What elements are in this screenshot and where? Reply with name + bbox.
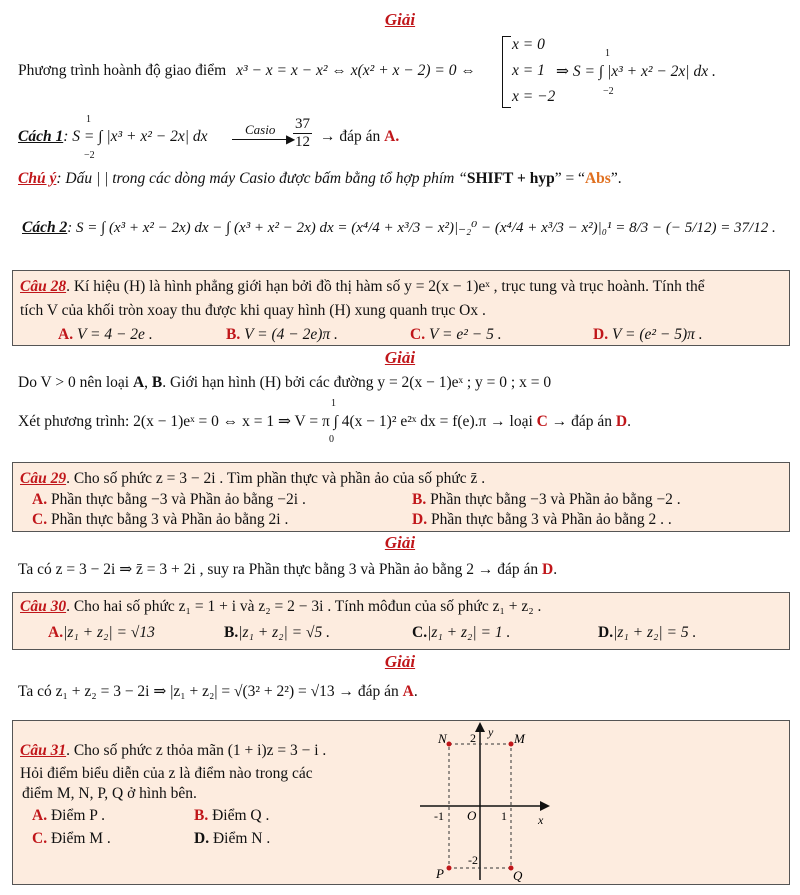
q31-option-a-val: Điểm P . [47, 807, 106, 824]
cach1-expr: : S = ∫ |x³ + x² − 2x| dx [63, 128, 208, 145]
q28-sol2d: D [615, 413, 628, 430]
q30-option-d-val: |z₁ + z₂| = 5 . [613, 624, 697, 641]
note-text3: ”. [610, 170, 622, 187]
q28-option-d[interactable] [593, 326, 703, 344]
intro-line [18, 62, 476, 80]
cach1-tail [320, 128, 399, 146]
casio-label: Casio [245, 122, 276, 137]
q29-option-a[interactable] [32, 491, 306, 509]
note-label: Chú ý [18, 170, 57, 187]
q29-option-c[interactable] [32, 511, 288, 529]
q30-option-c-val: |z₁ + z₂| = 1 . [427, 624, 511, 641]
cach1-answer: A. [384, 128, 400, 145]
q29-option-d-key: D. [412, 511, 428, 528]
q28-sol2c: → đáp án [547, 413, 616, 430]
label-m: M [514, 731, 525, 746]
q30-option-b-key: B. [224, 624, 239, 641]
q29-text: . Cho số phức z = 3 − 2i . Tìm phần thực và phần ảo của số phức z̄ . [66, 470, 486, 487]
label-n: N [438, 731, 447, 746]
q28-sol1d: B [151, 374, 163, 391]
label-x: x [538, 813, 544, 827]
q30-option-a-val: |z₁ + z₂| = √13 [63, 624, 155, 641]
note-abs: Abs [584, 170, 611, 187]
note-text1: : Dấu | | trong các dòng máy Casio được bấm bằng tổ hợp phím “ [56, 170, 467, 187]
y-axis-arrow [475, 722, 485, 732]
case-bracket [502, 36, 511, 108]
q29-sola: Ta có z = 3 − 2i ⇒ z̄ = 3 + 2i , suy ra Phần thực bằng 3 và Phần ảo bằng 2 → đáp án [18, 561, 543, 578]
q31-option-c-val: Điểm M . [47, 830, 111, 847]
q28-sol1b: A [132, 374, 145, 391]
coordinate-graph [412, 722, 562, 884]
case-1: x = 0 [512, 36, 545, 53]
cach1-lower: −2 [84, 150, 95, 161]
q28-sol1e: . Giới hạn hình (H) bởi các đường y = 2(x − 1)eˣ ; y = 0 ; x = 0 [162, 374, 552, 391]
label-p: P [436, 866, 444, 881]
cach2-line [22, 218, 776, 237]
q31-option-a[interactable] [32, 807, 105, 825]
q28-option-d-val: V = (e² − 5)π . [611, 326, 703, 343]
q31-option-d[interactable] [194, 830, 270, 848]
label-y: y [488, 725, 494, 739]
q28-sol1a: Do V > 0 nên loại [18, 374, 133, 391]
solution-title-3: Giải [384, 533, 416, 552]
cach2-expr: : S = ∫ (x³ + x² − 2x) dx − ∫ (x³ + x² − 2x) dx = (x⁴/4 + x³/3 − x²)|₋₂⁰ − (x⁴/4 + x³/3 − x²)|₀¹ = 8/3 − (− 5/12) = 37/12 . [67, 220, 776, 236]
label-origin: O [467, 808, 477, 823]
q29-option-d[interactable] [412, 511, 672, 529]
q31-option-c-key: C. [32, 830, 48, 847]
cach1-tail-text: → đáp án [320, 128, 381, 145]
tick-2: 2 [470, 731, 476, 745]
q31-option-d-key: D. [194, 830, 210, 847]
solution-title-2: Giải [384, 348, 416, 367]
note-text2: ” = “ [554, 170, 585, 187]
q29-option-c-val: Phần thực bằng 3 và Phần ảo bằng 2i . [47, 511, 289, 528]
area-formula: ⇒ S = ∫ |x³ + x² − 2x| dx . [556, 63, 716, 80]
q29-label: Câu 29 [20, 470, 67, 487]
point-n [447, 742, 452, 747]
case-3: x = −2 [512, 88, 556, 105]
q30-sola: Ta có z₁ + z₂ = 3 − 2i ⇒ |z₁ + z₂| = √(3² + 2²) = √13 → đáp án [18, 683, 403, 700]
q28-option-c[interactable] [410, 326, 502, 344]
q30-option-c[interactable] [412, 624, 510, 642]
q28-sol2 [18, 412, 631, 431]
x-axis-arrow [540, 801, 550, 811]
q29-option-d-val: Phần thực bằng 3 và Phần ảo bằng 2 . . [427, 511, 672, 528]
q29-solc: . [553, 561, 558, 578]
q28-text1: . Kí hiệu (H) là hình phẳng giới hạn bởi đồ thị hàm số y = 2(x − 1)eˣ , trục tung và trục hoành. Tính thể [66, 278, 705, 295]
q28-option-a[interactable] [58, 326, 153, 344]
q28-int-lower: 0 [329, 434, 334, 445]
point-m [509, 742, 514, 747]
q28-sol1 [18, 374, 551, 392]
q30-text: . Cho hai số phức z₁ = 1 + i và z₂ = 2 − 3i . Tính môđun của số phức z₁ + z₂ . [66, 598, 542, 615]
casio-arrow-line [232, 139, 290, 140]
tick-1: 1 [501, 809, 507, 823]
q29-sol [18, 560, 557, 579]
cach1-upper: 1 [86, 114, 91, 125]
q28-sol1c: , [144, 374, 152, 391]
integral-upper: 1 [605, 48, 610, 59]
note-line [18, 170, 622, 188]
cach1-label: Cách 1 [18, 128, 64, 145]
q28-line1 [20, 278, 705, 296]
q29-option-a-val: Phần thực bằng −3 và Phần ảo bằng −2i . [47, 491, 306, 508]
q30-option-d-key: D. [598, 624, 614, 641]
q31-option-c[interactable] [32, 830, 111, 848]
q28-option-c-val: V = e² − 5 . [428, 326, 502, 343]
q29-option-b-key: B. [412, 491, 427, 508]
q30-option-d[interactable] [598, 624, 696, 642]
casio-arrow-head: ▶ [286, 132, 296, 146]
q29-solb: D [542, 561, 554, 578]
q30-option-b-val: |z₁ + z₂| = √5 . [238, 624, 331, 641]
q28-option-a-val: V = 4 − 2e . [76, 326, 153, 343]
q28-option-b-key: B. [226, 326, 241, 343]
point-p [447, 866, 452, 871]
q28-sol2b: C [536, 413, 548, 430]
cach1-num: 37 [295, 116, 310, 132]
q30-solb: A [402, 683, 414, 700]
q30-option-b[interactable] [224, 624, 330, 642]
solution-title-4: Giải [384, 652, 416, 671]
case-2: x = 1 [512, 62, 545, 79]
q30-option-a[interactable] [48, 624, 155, 642]
q31-text1: . Cho số phức z thỏa mãn (1 + i)z = 3 − i . [66, 742, 327, 759]
tick-minus-1: -1 [434, 809, 444, 823]
q28-sol2e: . [627, 413, 631, 430]
cach1-line [18, 128, 207, 146]
q31-option-b-val: Điểm Q . [208, 807, 270, 824]
q29-option-c-key: C. [32, 511, 48, 528]
q30-sol [18, 682, 418, 701]
q31-text3: điểm M, N, P, Q ở hình bên. [22, 785, 197, 802]
q31-option-a-key: A. [32, 807, 48, 824]
q31-text2: Hỏi điểm biểu diễn của z là điểm nào trong các [20, 765, 313, 782]
tick-minus-2: -2 [468, 853, 478, 867]
q30-line1 [20, 598, 541, 616]
note-key: SHIFT + hyp [466, 170, 555, 187]
q29-line1 [20, 470, 485, 488]
q29-option-a-key: A. [32, 491, 48, 508]
q28-option-b[interactable] [226, 326, 338, 344]
intro-equation: x³ − x = x − x² ⇔ x(x² + x − 2) = 0 ⇔ [236, 62, 476, 79]
cach1-result [293, 116, 312, 151]
q30-label: Câu 30 [20, 598, 67, 615]
solution-title-1: Giải [384, 10, 416, 29]
q31-label: Câu 31 [20, 742, 67, 759]
q31-option-b[interactable] [194, 807, 269, 825]
q28-option-b-val: V = (4 − 2e)π . [244, 326, 338, 343]
label-q: Q [513, 868, 523, 883]
q29-option-b[interactable] [412, 491, 681, 509]
q28-option-d-key: D. [593, 326, 609, 343]
cach1-den: 12 [295, 134, 310, 150]
q28-int-upper: 1 [331, 398, 336, 409]
q29-option-b-val: Phần thực bằng −3 và Phần ảo bằng −2 . [426, 491, 681, 508]
q30-option-c-key: C. [412, 624, 428, 641]
intro-text: Phương trình hoành độ giao điểm [18, 62, 227, 79]
q31-option-d-val: Điểm N . [209, 830, 271, 847]
cach2-label: Cách 2 [22, 219, 68, 236]
q28-sol2a: Xét phương trình: 2(x − 1)eˣ = 0 ⇔ x = 1 ⇒ V = π ∫ 4(x − 1)² e²ˣ dx = f(e).π → loại [18, 413, 537, 430]
q30-solc: . [413, 683, 418, 700]
integral-lower: −2 [603, 86, 614, 97]
q28-option-a-key: A. [58, 326, 74, 343]
q28-label: Câu 28 [20, 278, 67, 295]
q28-option-c-key: C. [410, 326, 426, 343]
q30-option-a-key: A. [48, 624, 64, 641]
q31-line1 [20, 742, 326, 760]
q28-text2: tích V của khối tròn xoay thu được khi quay hình (H) xung quanh trục Ox . [20, 302, 486, 319]
q31-option-b-key: B. [194, 807, 209, 824]
